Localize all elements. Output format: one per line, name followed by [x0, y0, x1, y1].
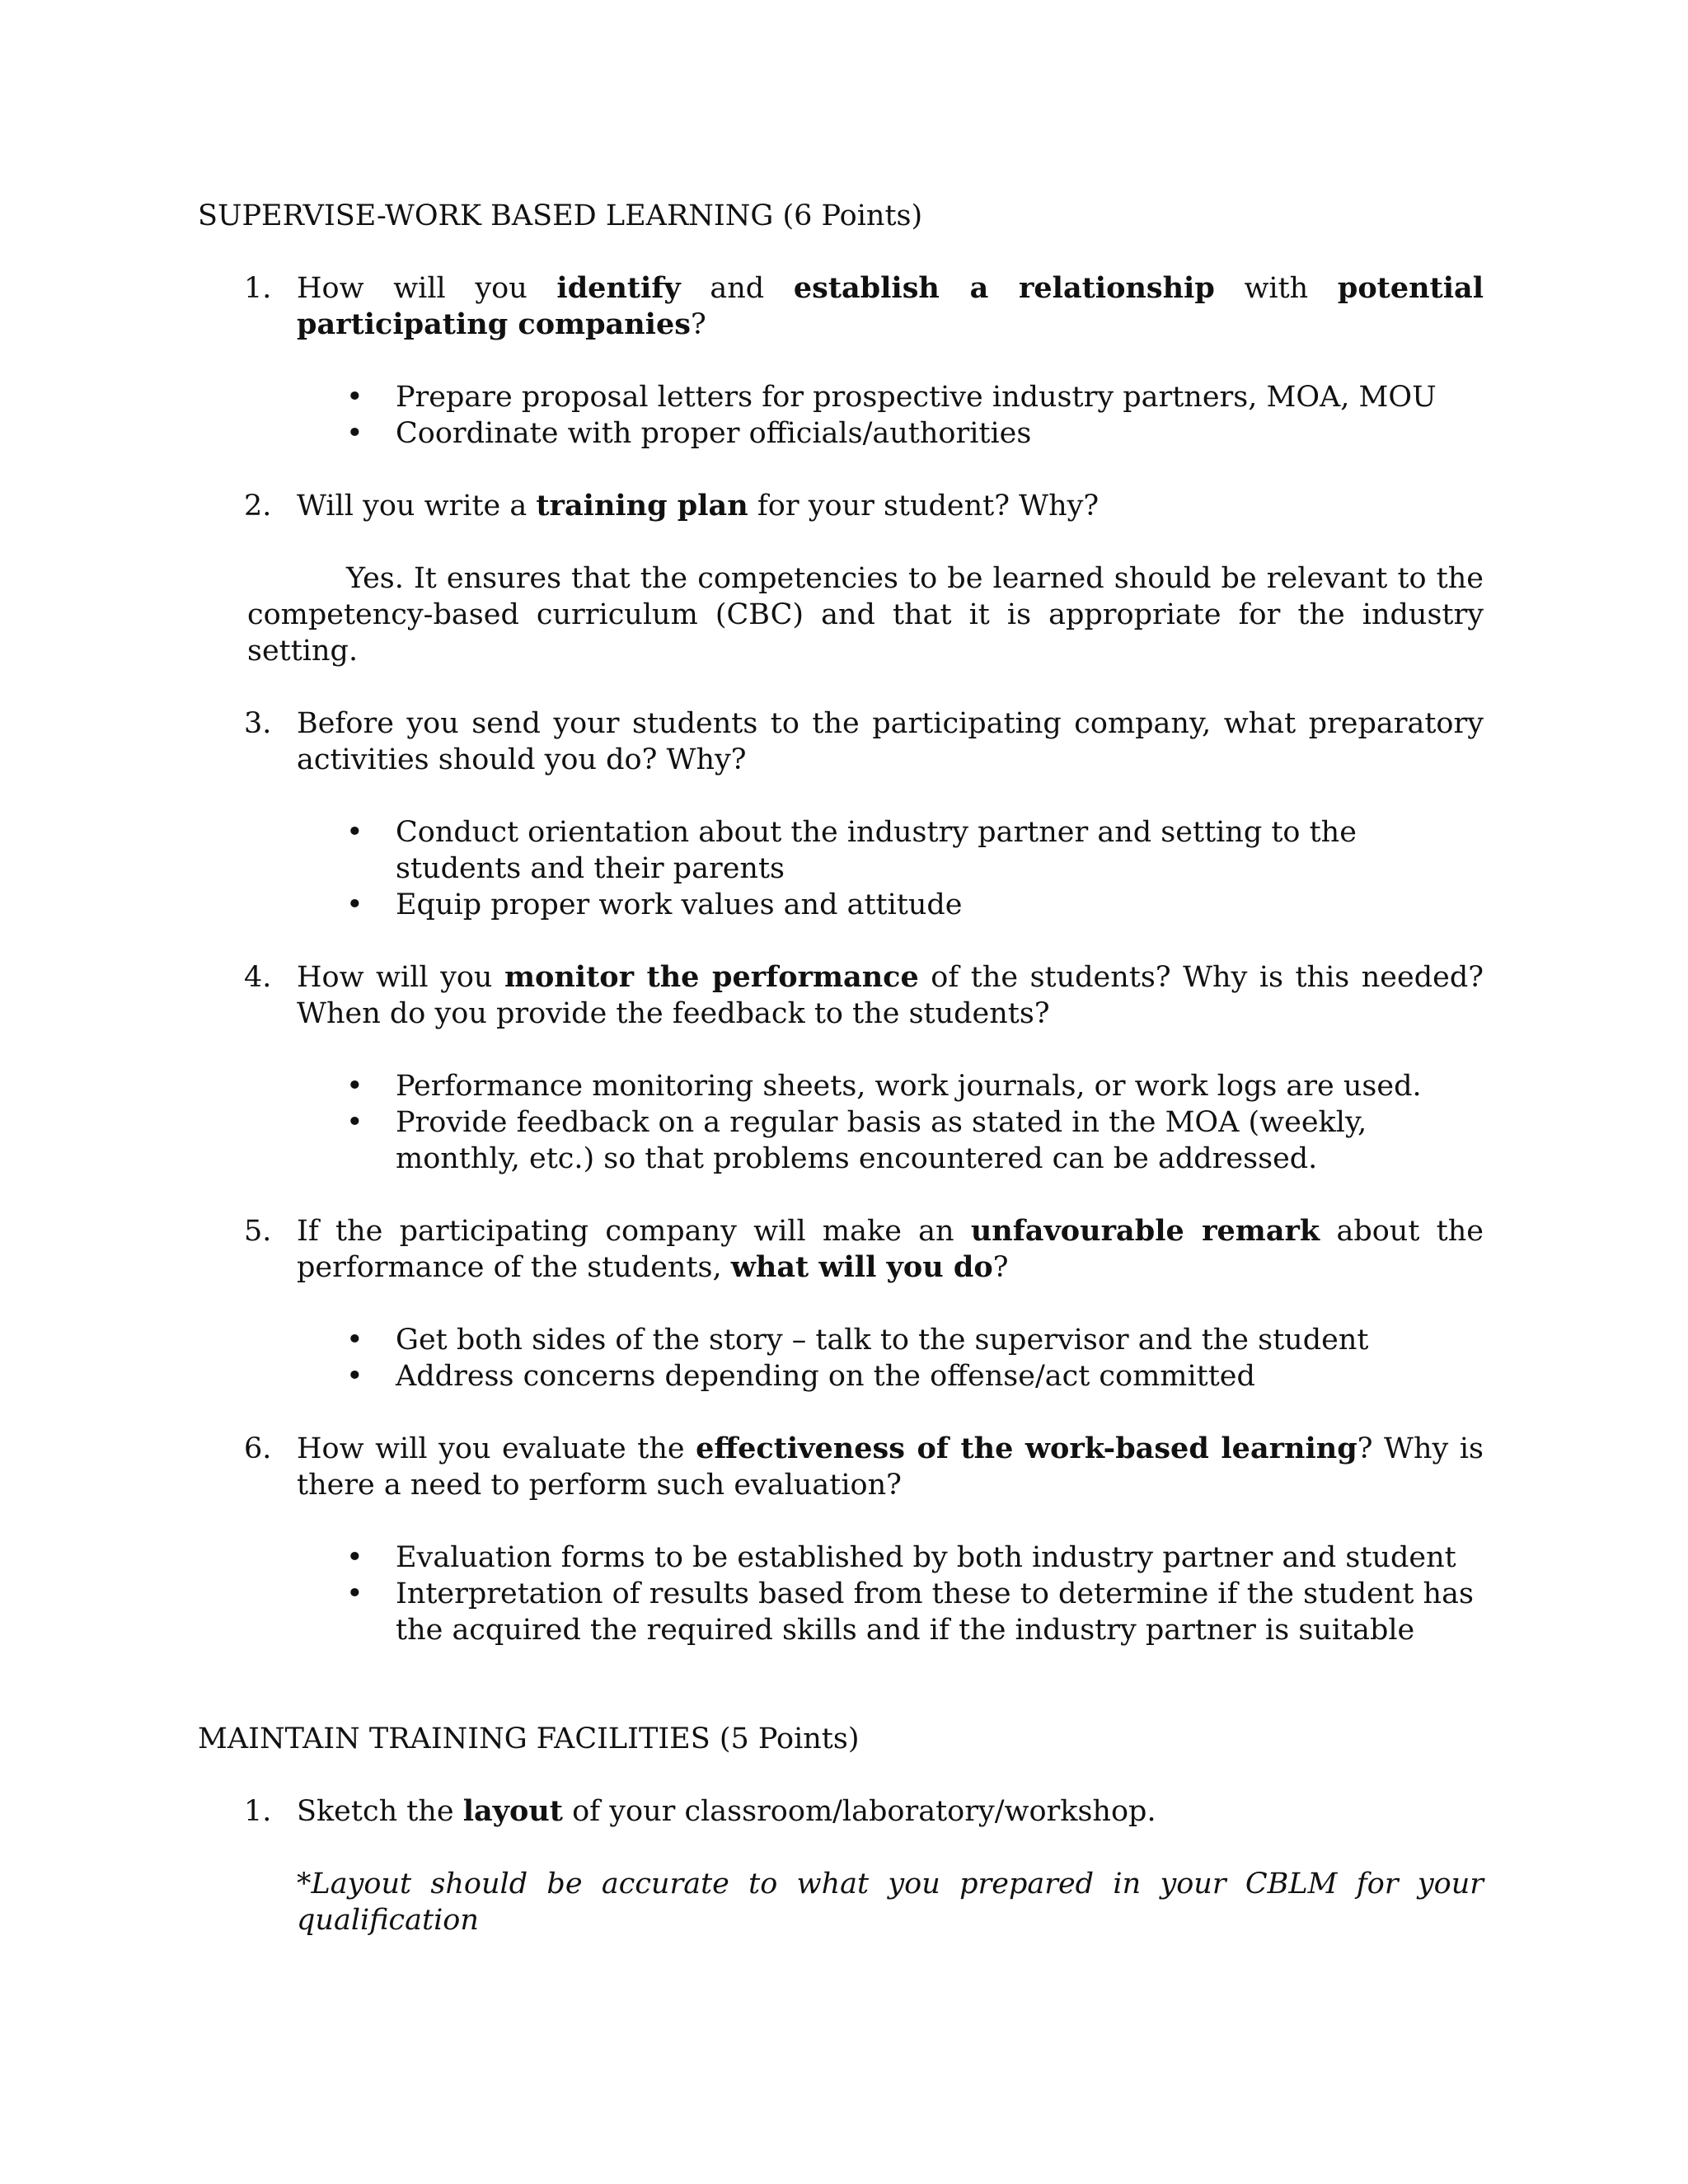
bullet-icon: • — [346, 1324, 363, 1357]
question-number: 3. — [244, 707, 272, 740]
list-item: • Prepare proposal letters for prospective industry partners, MOA, MOU — [198, 379, 1484, 415]
layout-note: *Layout should be accurate to what you prepared in your CBLM for your qualification — [297, 1868, 1484, 1937]
list-item: • Address concerns depending on the offense/act committed — [198, 1358, 1484, 1394]
question-6 — [198, 1431, 1484, 1503]
question-1 — [198, 270, 1484, 343]
question-2 — [198, 488, 1484, 524]
list-item: • Provide feedback on a regular basis as stated in the MOA (weekly, monthly, etc.) so that problems encountered can be addressed. — [198, 1104, 1484, 1177]
question-text: If the participating company will make an unfavourable remark about the performance of the students, what will you do? — [297, 1214, 1484, 1284]
list-item: • Equip proper work values and attitude — [198, 887, 1484, 923]
question-text: Will you write a training plan for your student? Why? — [297, 489, 1100, 523]
bullet-icon: • — [346, 816, 363, 849]
answer-bullet-list — [198, 379, 1484, 452]
question-number: 1. — [244, 272, 272, 305]
bullet-icon: • — [346, 1577, 363, 1610]
question-number: 4. — [244, 961, 272, 994]
question-text: Before you send your students to the participating company, what preparatory activities should you do? Why? — [297, 707, 1484, 776]
answer-bullet-list — [198, 1068, 1484, 1177]
list-item: • Evaluation forms to be established by both industry partner and student — [198, 1540, 1484, 1576]
document-page — [198, 198, 1484, 1938]
question-number: 5. — [244, 1215, 272, 1248]
list-item: • Get both sides of the story – talk to the supervisor and the student — [198, 1322, 1484, 1358]
bullet-icon: • — [346, 417, 363, 450]
answer-paragraph: Yes. It ensures that the competencies to be learned should be relevant to the competency-based curriculum (CBC) and that it is appropriate for the industry setting. — [247, 562, 1484, 668]
list-item: • Conduct orientation about the industry partner and setting to the students and their parents — [198, 814, 1484, 887]
bullet-icon: • — [346, 1106, 363, 1139]
list-item: • Coordinate with proper officials/authorities — [198, 415, 1484, 452]
question-text: How will you evaluate the effectiveness of the work-based learning? Why is there a need to perform such evaluation? — [297, 1432, 1484, 1502]
question-number: 1. — [244, 1795, 272, 1828]
question-5 — [198, 1213, 1484, 1286]
section-heading-maintain: MAINTAIN TRAINING FACILITIES (5 Points) — [198, 1722, 860, 1755]
question-text: Sketch the layout of your classroom/laboratory/workshop. — [297, 1794, 1156, 1828]
section-heading-supervise: SUPERVISE-WORK BASED LEARNING (6 Points) — [198, 199, 923, 232]
bullet-icon: • — [346, 1541, 363, 1574]
list-item: • Interpretation of results based from these to determine if the student has the acquired the required skills and if the industry partner is suitable — [198, 1576, 1484, 1648]
answer-bullet-list — [198, 1322, 1484, 1394]
answer-bullet-list — [198, 1540, 1484, 1648]
bullet-icon: • — [346, 381, 363, 414]
question-1-layout — [198, 1793, 1484, 1830]
bullet-icon: • — [346, 888, 363, 921]
answer-bullet-list — [198, 814, 1484, 923]
bullet-icon: • — [346, 1070, 363, 1103]
question-number: 2. — [244, 490, 272, 523]
list-item: • Performance monitoring sheets, work journals, or work logs are used. — [198, 1068, 1484, 1104]
bullet-icon: • — [346, 1360, 363, 1393]
question-text: How will you monitor the performance of the students? Why is this needed? When do you provide the feedback to the students? — [297, 960, 1484, 1030]
question-text: How will you identify and establish a relationship with potential participating companies? — [297, 271, 1484, 341]
question-4 — [198, 959, 1484, 1032]
question-3 — [198, 705, 1484, 778]
question-number: 6. — [244, 1432, 272, 1465]
